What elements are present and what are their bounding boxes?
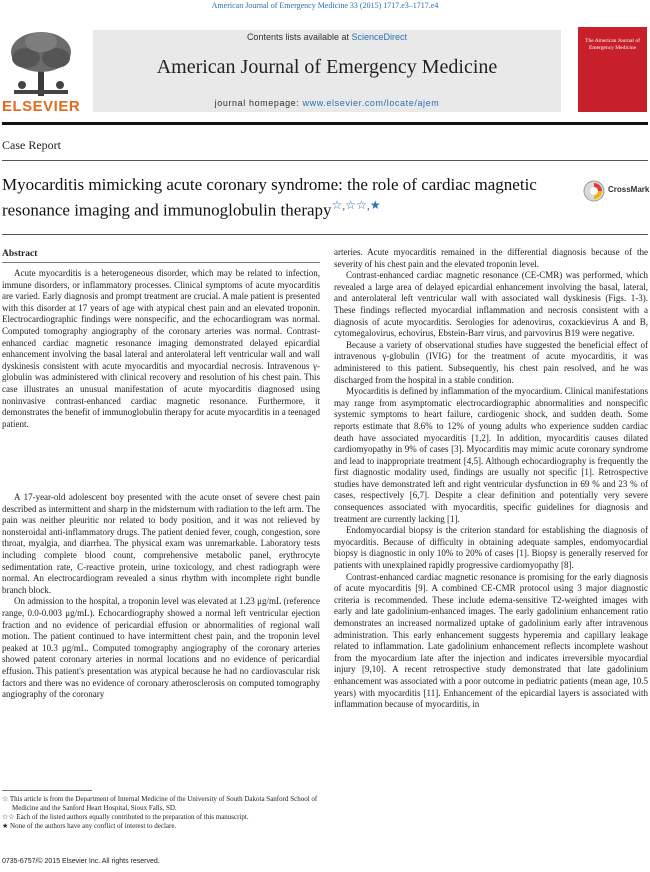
body-paragraph: Myocarditis is defined by inflammation of the myocardium. Clinical manifestations may range from asymptomatic electrocardiographic abnormalities and nonspecific systemic symptoms to heart failure, cardiogenic shock, and sudden death. Some reports estimate that 8.6% to 12% of young adults who experience sudden cardiac death have associated myocarditis [1,2]. In addition, myocarditis causes dilated cardiomyopathy in 9% of cases [3]. Myocarditis may mimic acute coronary syndrome and lead to inappropriate treatment [4,5]. Although echocardiography is frequently the first diagnostic modality used, findings are usually not specific [1]. Retrospective studies have demonstrated left and right ventricular dysfunction in 69 % and 23 % of cases, respectively [6,7]. Despite a clear definition and potentially very severe consequences associated with myocarditis, specific guidelines for diagnosis and treatment are currently lacking [1]. <box>334 386 648 524</box>
crossmark-icon <box>583 180 605 202</box>
sciencedirect-link[interactable]: ScienceDirect <box>351 32 408 42</box>
body-paragraph: arteries. Acute myocarditis remained in the differential diagnosis because of the severity of his chest pain and the elevated troponin level. <box>334 247 648 269</box>
abstract-paragraph: Acute myocarditis is a heterogeneous disorder, which may be related to infection, immune disorders, or inflammatory processes. Clinical symptoms of acute myocarditis are varied. Early diagnosis and prompt treatment are crucial. A male patient is presented with this disorder at 17 years of age with atypical chest pain and an elevated troponin. Electrocardiographic findings were nonspecific, and the echocardiogram was normal. Computed tomography angiography of the coronary arteries was normal. Contrast-enhanced cardiac magnetic resonance imaging demonstrated delayed epicardial enhancement involving the basal lateral and anterolateral left ventricular wall and wall dyskinesis consistent with acute myocarditis and myocardial necrosis. Intravenous γ-globulin was administered with clinical recovery and resolution of his chest pain. This case illustrates an unusual manifestation of acute myocarditis diagnosed using noninvasive contrast-enhanced cardiac magnetic resonance. Furthermore, it demonstrates the benefit of immunoglobulin therapy for acute myocarditis in a teenaged patient. <box>2 268 320 429</box>
running-head: American Journal of Emergency Medicine 33 (2015) 1717.e3–1717.e4 <box>211 1 439 10</box>
publisher-logo-text: ELSEVIER <box>2 98 81 115</box>
footnote: ★ None of the authors have any conflict of interest to declare. <box>2 822 177 830</box>
body-paragraph: On admission to the hospital, a troponin level was elevated at 1.23 μg/mL (reference range, 0.0-0.003 μg/mL). Echocardiography showed a normal left ventricular ejection fraction and no evidence of pericardial effusion or abnormalities of regional wall motion. The patient continued to have intermittent chest pain, and the troponin level peaked at 10.3 μg/mL. Computed tomography angiography of the coronary arteries showed patent coronary arteries in normal locations and no evidence of pericardial effusion. This patient's presentation was atypical because he had no cardiovascular risk factors and there was no evidence of coronary atherosclerosis on computed tomography angiography of the coronary <box>2 596 320 700</box>
homepage-link[interactable]: www.elsevier.com/locate/ajem <box>302 98 440 108</box>
contents-prefix: Contents lists available at <box>246 32 349 42</box>
contents-line <box>93 32 561 42</box>
footnote-rule <box>2 790 92 791</box>
abstract-rule <box>2 262 320 263</box>
section-type: Case Report <box>2 138 61 152</box>
journal-title: American Journal of Emergency Medicine <box>156 56 498 78</box>
body-paragraph: A 17-year-old adolescent boy presented with the acute onset of severe chest pain described as intermittent and sharp in the midsternum with radiation to the left arm. The pain was neither pleuritic nor related to body position, and it was not relieved by nonsteroidal anti-inflammatory drugs. The patient denied fever, cough, congestion, sore throat, myalgia, and diarrhea. The physical exam was unremarkable. Laboratory tests including complete blood count, comprehensive metabolic panel, erythrocyte sedimentation rate, C-reactive protein, urine toxicology, and chest radiograph were normal. An electrocardiogram revealed a sinus rhythm with incomplete right bundle branch block. <box>2 492 320 595</box>
body-paragraph: Contrast-enhanced cardiac magnetic resonance is promising for the early diagnosis of acute myocarditis [9]. A combined CE-CMR protocol using 3 major diagnostic criteria is recommended. These include edema-sensitive T2-weighted images with early and late gadolinium-enhanced images. The early gadolinium enhancement ratio demonstrates an increased normalized uptake of gadolinium early after intravenous administration. This early enhancement suggests hyperemia and capillary leakage related to inflammation. Late gadolinium enhancement reflects incomplete washout from the myocardium late after the injection and indicates irreversible myocardial injury [9,10]. A recent retrospective study demonstrated that late gadolinium enhancement was associated with a poor outcome in pediatric patients (mean age, 10.5 years) with myocarditis [11]. Enhancement of the epicardial layers is associated with inflammation because of myocarditis, in <box>334 571 648 710</box>
abstract-heading: Abstract <box>2 249 38 259</box>
journal-cover-text: The American Journal of Emergency Medicine <box>585 38 640 51</box>
article-title-text: Myocarditis mimicking acute coronary syndrome: the role of cardiac magnetic resonance imaging and immunoglobulin therapy <box>2 175 537 220</box>
footnote: ☆☆ Each of the listed authors equally contributed to the preparation of this manuscript. <box>2 813 249 821</box>
homepage-line <box>93 98 561 108</box>
article-title <box>2 175 562 221</box>
section-rule <box>2 160 648 161</box>
left-column-body <box>2 492 320 701</box>
footnotes <box>2 795 320 831</box>
body-paragraph: Because a variety of observational studies have suggested the beneficial effect of intravenous γ-globulin (IVIG) for the treatment of acute myocarditis, it was administered to this patient. Subsequently, his chest pain resolved, and he was discharged from the hospital in a stable condition. <box>334 339 648 385</box>
body-paragraph: Contrast-enhanced cardiac magnetic resonance (CE-CMR) was performed, which revealed a large area of delayed epicardial enhancement involving the basal, lateral, and anterolateral left ventricular wall with associated wall dyskinesis (Figs. 1-3). These findings reflected myocardial inflammation and necrosis consistent with a diagnosis of acute myocarditis. Serologies for adenovirus, coxackievirus A and B, cytomegalovirus, echovirus, Ebstein-Barr virus, and parvovirus B19 were negative. <box>334 270 648 339</box>
header-rule <box>2 122 648 125</box>
crossmark-label: CrossMark <box>608 185 650 194</box>
copyright-line: 0735-6757/© 2015 Elsevier Inc. All rights reserved. <box>2 858 160 865</box>
title-footnote-marks[interactable]: ☆,☆☆,★ <box>331 198 381 212</box>
footnote: ☆ This article is from the Department of Internal Medicine of the University of South Dakota Sanford School of Medicine and the Sanford Heart Hospital, Sioux Falls, SD. <box>2 795 318 812</box>
crossmark-badge[interactable] <box>583 178 649 204</box>
body-paragraph: Endomyocardial biopsy is the criterion standard for establishing the diagnosis of myocarditis. Because of difficulty in obtaining adequate samples, endomyocardial biopsy is diagnostic in only 10% to 20% of cases [1]. Biopsy is generally reserved for patients with unexplained rapidly progressive cardiomyopathy [8]. <box>334 525 648 571</box>
abstract-body <box>2 268 320 430</box>
right-column-body <box>334 247 648 711</box>
homepage-prefix: journal homepage: <box>214 98 300 108</box>
title-rule <box>2 234 648 235</box>
